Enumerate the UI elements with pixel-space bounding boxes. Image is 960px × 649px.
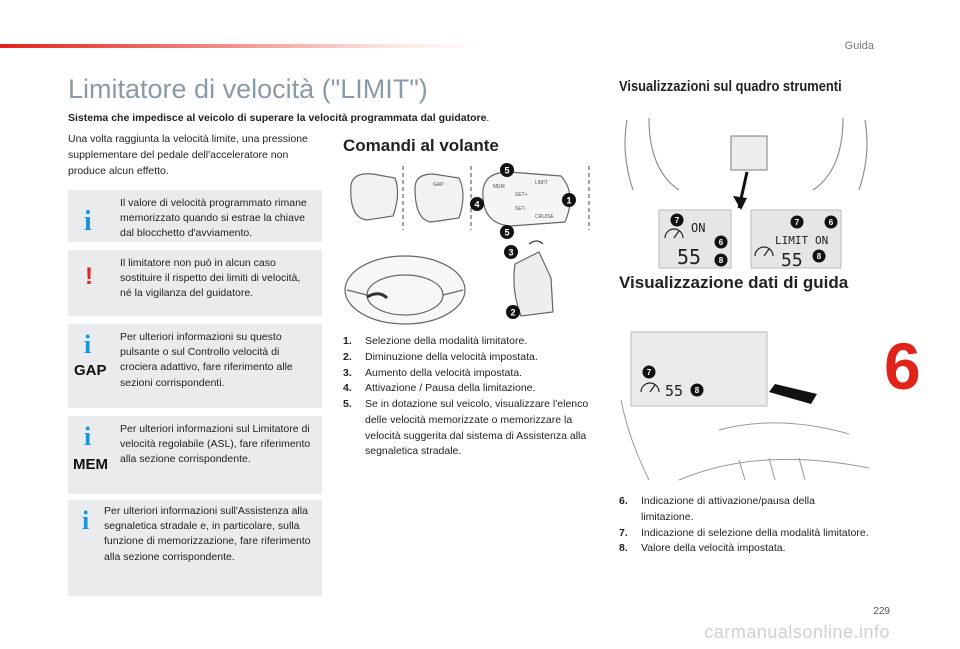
callout-4: 4 <box>474 199 480 210</box>
info-icon: i <box>84 422 92 451</box>
callout-7: 7 <box>674 216 680 225</box>
driving-data-display-diagram <box>619 330 873 490</box>
top-accent-bar <box>0 44 480 48</box>
callout-6: 6 <box>828 218 834 227</box>
note-text: Per ulteriori informazioni sul Limitatore di velocità regolabile (ASL), fare riferimento alla sezione corrispondente. <box>120 423 311 466</box>
callout-8: 8 <box>816 252 822 261</box>
quadro-heading: Visualizzazioni sul quadro strumenti <box>619 78 842 95</box>
gap-tag: GAP <box>74 362 107 379</box>
note-text: Il limitatore non può in alcun caso sostituire il rispetto dei limiti di velocità, né la vigilanza del guidatore. <box>120 257 301 300</box>
note-box-signs <box>68 500 322 596</box>
steering-controls-diagram <box>343 160 605 330</box>
instrument-cluster-diagram <box>619 110 873 270</box>
list-item: 7. Indicazione di selezione della modalità limitatore. <box>619 526 869 539</box>
list-item: 3. Aumento della velocità impostata. <box>343 366 523 379</box>
list-item: 5. Se in dotazione sul veicolo, visualizzare l'elenco delle velocità memorizzate o memorizzare la velocità suggerita dal sistema di Assistenza alla segnaletica stradale. <box>343 398 589 458</box>
callout-7: 7 <box>794 218 800 227</box>
list-item: 1. Selezione della modalità limitatore. <box>343 335 528 347</box>
callout-6: 6 <box>718 238 724 247</box>
note-text: Il valore di velocità programmato rimane memorizzato quando si estrae la chiave dal blocchetto d'avviamento. <box>120 197 307 240</box>
chapter-number: 6 <box>884 329 921 403</box>
mem-tag: MEM <box>73 456 108 473</box>
note-text: Per ulteriori informazioni su questo pulsante o sul Controllo velocità di crociera adattivo, fare riferimento alle sezioni corrispondenti. <box>120 331 293 389</box>
subtitle: Sistema che impedisce al veicolo di superare la velocità programmata dal guidatore. <box>68 112 490 124</box>
callout-8: 8 <box>694 386 700 395</box>
info-icon: i <box>84 330 92 359</box>
display-a-status: ON <box>691 221 706 235</box>
note-box-mem <box>68 416 322 494</box>
info-icon: i <box>84 206 92 237</box>
dati-list <box>619 494 869 557</box>
dati-speed: 55 <box>665 382 684 400</box>
section-name: Guida <box>844 40 874 52</box>
page-number: 229 <box>873 606 890 617</box>
note-box-info <box>68 190 322 242</box>
display-b-status: ON <box>815 234 829 247</box>
watermark: carmanualsonline.info <box>704 622 890 642</box>
warning-icon: ! <box>85 263 93 290</box>
callout-1: 1 <box>566 195 572 206</box>
diagram-limit-label: LIMIT <box>535 180 548 186</box>
note-box-warning <box>68 250 322 316</box>
comandi-heading: Comandi al volante <box>343 136 499 155</box>
display-b-speed: 55 <box>781 250 803 270</box>
list-item: 4. Attivazione / Pausa della limitazione. <box>343 382 536 395</box>
callout-2: 2 <box>510 307 516 318</box>
note-text: Per ulteriori informazioni sull'Assistenza alla segnaletica stradale e, in particolare, sulla funzione di memorizzazione, fare riferimento alla sezione corrispondente. <box>104 505 311 563</box>
list-item: 6. Indicazione di attivazione/pausa della limitazione. <box>619 495 815 523</box>
diagram-set-minus-label: SET- <box>515 206 527 212</box>
display-b-mode: LIMIT <box>775 234 809 247</box>
diagram-set-plus-label: SET+ <box>515 192 528 198</box>
intro-paragraph: Una volta raggiunta la velocità limite, una pressione supplementare del pedale dell'acceleratore non produce alcun effetto. <box>68 133 308 177</box>
callout-8: 8 <box>718 256 724 265</box>
info-icon: i <box>82 506 90 535</box>
diagram-gap-label: GAP <box>433 182 444 188</box>
callout-7: 7 <box>646 368 652 377</box>
list-item: 8. Valore della velocità impostata. <box>619 542 786 555</box>
page-title: Limitatore di velocità ("LIMIT") <box>68 74 428 104</box>
diagram-mem-label: MEM <box>493 184 505 190</box>
dati-heading: Visualizzazione dati di guida <box>619 273 849 292</box>
callout-3: 3 <box>508 247 514 258</box>
callout-5: 5 <box>504 165 510 176</box>
comandi-list <box>343 334 593 460</box>
list-item: 2. Diminuzione della velocità impostata. <box>343 350 538 363</box>
diagram-cruise-label: CRUISE <box>535 214 554 220</box>
display-a-speed: 55 <box>677 245 702 269</box>
note-box-gap <box>68 324 322 408</box>
callout-5-lower: 5 <box>504 227 510 238</box>
